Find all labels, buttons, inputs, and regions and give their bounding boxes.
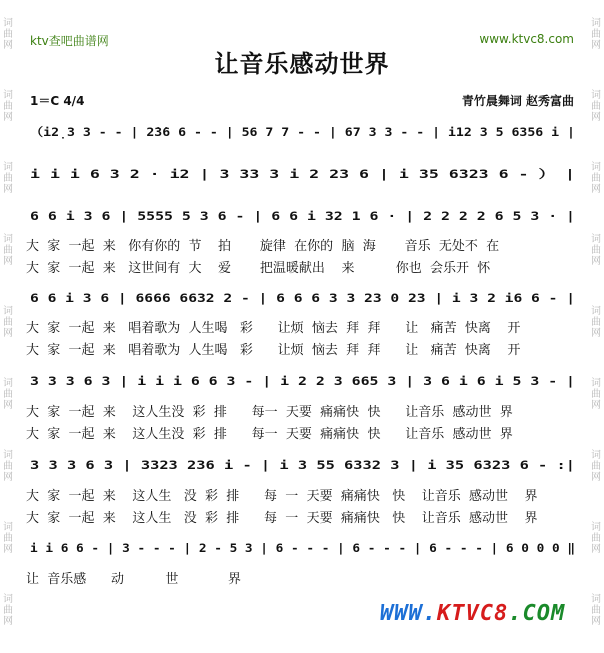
watermark-text: 词 曲 网 bbox=[591, 594, 601, 627]
brand-part-www: WWW. bbox=[380, 601, 437, 626]
watermark-text: 词 曲 网 bbox=[3, 378, 13, 411]
watermark-text: 词 曲 网 bbox=[591, 378, 601, 411]
watermark-text: 词 曲 网 bbox=[3, 18, 13, 51]
lyric-line: 大 家 一起 来 这人生没 彩 排 每一 天要 痛痛快 快 让音乐 感动世 界 bbox=[26, 405, 513, 420]
notation-text: i i i 6 3 2 · i2 | 3 33 3 i 2 23 6 | i 35 6323 6 - ） | bbox=[30, 167, 575, 181]
watermark-text: 词 曲 网 bbox=[3, 162, 13, 195]
notation-svg bbox=[26, 368, 581, 394]
notation-svg bbox=[26, 203, 581, 229]
song-credits: 青竹晨舞词 赵秀富曲 bbox=[461, 94, 574, 108]
key-signature: 1＝C 4/4 bbox=[30, 94, 85, 108]
watermark-text: 词 曲 网 bbox=[591, 18, 601, 51]
notation-svg bbox=[26, 452, 581, 478]
notation-svg bbox=[26, 535, 581, 561]
brand-footer-logo[interactable] bbox=[380, 601, 565, 626]
right-watermark-column bbox=[588, 0, 604, 653]
lyric-line: 大 家 一起 来 这世间有 大 爱 把温暖献出 来 你也 会乐开 怀 bbox=[26, 261, 491, 276]
lyric-line: 让 音乐感 动 世 界 bbox=[26, 572, 241, 587]
notation-text: 3 3 3 6 3 | i i i 6 6 3 - | i 2 2 3 665 3 | 3 6 i 6 i 5 3 - | bbox=[30, 374, 575, 388]
watermark-text: 词 曲 网 bbox=[3, 234, 13, 267]
left-watermark-column bbox=[0, 0, 16, 653]
notation-svg bbox=[26, 119, 581, 145]
notation-text: i i 6 6 - | 3 - - - | 2 - 5 3 | 6 - - - | 6 - - - | 6 - - - | 6 0 0 0 ‖ bbox=[30, 541, 575, 555]
notation-line bbox=[26, 119, 581, 145]
watermark-text: 词 曲 网 bbox=[591, 90, 601, 123]
notation-text: （i2̣3 3 - - | 2̇3̇6 6 - - | 56 7 7 - - | 67 3 3 - - | i12 3 5 6356 i | bbox=[30, 125, 575, 139]
notation-text: 6 6 i 3 6 | 5555 5 3 6 - | 6 6 i 32 1 6 · | 2 2 2 2 6 5 3 · | bbox=[30, 209, 575, 223]
lyric-line: 大 家 一起 来 这人生 没 彩 排 每 一 天要 痛痛快 快 让音乐 感动世 界 bbox=[26, 489, 538, 504]
notation-line bbox=[26, 203, 581, 229]
brand-part-name: KTVC8 bbox=[436, 601, 509, 626]
notation-svg bbox=[26, 161, 581, 187]
watermark-text: 词 曲 网 bbox=[591, 306, 601, 339]
watermark-text: 词 曲 网 bbox=[3, 306, 13, 339]
notation-line bbox=[26, 285, 581, 311]
notation-line bbox=[26, 535, 581, 561]
watermark-text: 词 曲 网 bbox=[591, 234, 601, 267]
site-name-left[interactable]: ktv查吧曲谱网 bbox=[30, 34, 109, 48]
notation-line bbox=[26, 368, 581, 394]
lyric-line: 大 家 一起 来 你有你的 节 拍 旋律 在你的 脑 海 音乐 无处不 在 bbox=[26, 239, 500, 254]
notation-line bbox=[26, 161, 581, 187]
watermark-text: 词 曲 网 bbox=[3, 594, 13, 627]
lyric-line: 大 家 一起 来 这人生没 彩 排 每一 天要 痛痛快 快 让音乐 感动世 界 bbox=[26, 427, 513, 442]
notation-line bbox=[26, 452, 581, 478]
watermark-text: 词 曲 网 bbox=[591, 450, 601, 483]
lyric-line: 大 家 一起 来 这人生 没 彩 排 每 一 天要 痛痛快 快 让音乐 感动世 界 bbox=[26, 511, 538, 526]
watermark-text: 词 曲 网 bbox=[3, 522, 13, 555]
notation-text: 3 3 3 6 3 | 3323 236 i - | i 3 55 6332 3 | i 35 6323 6 - :| bbox=[30, 458, 575, 472]
song-title: 让音乐感动世界 bbox=[214, 49, 390, 78]
notation-text: 6 6 i 3 6 | 6666 6632 2 - | 6 6 6 3 3 23 0 23 | i 3 2 i6 6 - | bbox=[30, 291, 575, 305]
notation-svg bbox=[26, 285, 581, 311]
site-url-right[interactable]: www.ktvc8.com bbox=[479, 32, 574, 46]
watermark-text: 词 曲 网 bbox=[3, 90, 13, 123]
brand-part-com: .COM bbox=[508, 601, 566, 626]
watermark-text: 词 曲 网 bbox=[591, 162, 601, 195]
lyric-line: 大 家 一起 来 唱着歌为 人生喝 彩 让烦 恼去 拜 拜 让 痛苦 快离 开 bbox=[26, 343, 521, 358]
watermark-text: 词 曲 网 bbox=[591, 522, 601, 555]
lyric-line: 大 家 一起 来 唱着歌为 人生喝 彩 让烦 恼去 拜 拜 让 痛苦 快离 开 bbox=[26, 321, 521, 336]
watermark-text: 词 曲 网 bbox=[3, 450, 13, 483]
